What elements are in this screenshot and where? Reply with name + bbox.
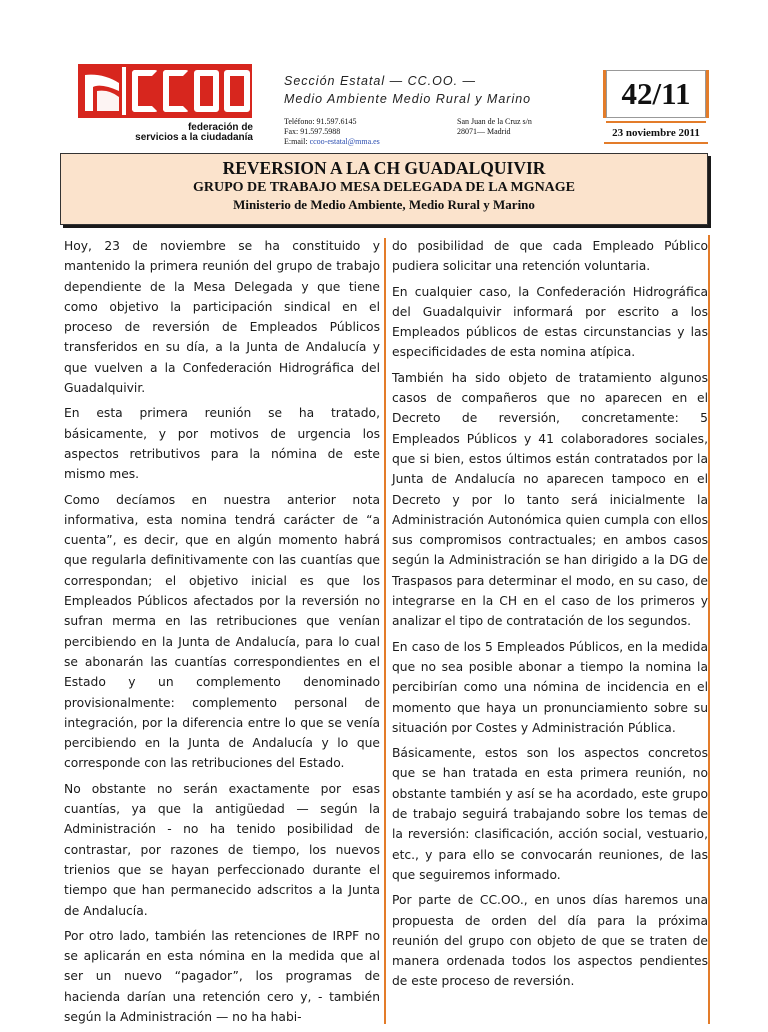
section-line1: Sección Estatal — CC.OO. —: [284, 74, 477, 88]
address-line2: 28071— Madrid: [457, 127, 511, 136]
column-divider: [384, 238, 386, 1024]
logo-letters: [132, 70, 250, 112]
paragraph: No obstante no serán exactamente por esas cuantías, ya que la antigüedad — según la Administración - no ha tenido posibilidad de contrastar, por razones de tiempo, los nuevos trienios que se hayan perfeccionado durante el tiempo que han permanecido adscritos a la Junta de Andalucía.: [64, 781, 380, 918]
title-main: REVERSION A LA CH GUADALQUIVIR: [222, 158, 546, 178]
title-banner: [60, 153, 708, 225]
fax: Fax: 91.597.5988: [284, 127, 341, 136]
title-ministry: Ministerio de Medio Ambiente, Medio Rural y Marino: [233, 197, 535, 212]
section-line2: Medio Ambiente Medio Rural y Marino: [284, 92, 532, 106]
logo-arrow-icon: [81, 67, 126, 115]
address-line1: San Juan de la Cruz s/n: [457, 117, 532, 126]
logo-sub-line2: servicios a la ciudadanía: [135, 132, 253, 143]
paragraph: En esta primera reunión se ha tratado, básicamente, y por motivos de urgencia los aspectos retributivos para la nómina de este mismo mes.: [64, 406, 380, 482]
left-column: [64, 236, 380, 1032]
paragraph: Básicamente, estos son los aspectos concretos que se han tratada en esta primera reunión, no obstante también y así se ha acordado, este grupo de trabajo seguirá trabajando sobre los temas de la reversión: clasificación, acción social, vestuario, etc., y para ello se convocarán reuniones, de las que seguiremos informado.: [392, 746, 708, 882]
paragraph: Hoy, 23 de noviembre se ha constituido y mantenido la primera reunión del grupo de trabajo dependiente de la Mesa Delegada y que tiene como objetivo la participación sindical en el proceso de reversión de Empleados Públicos transferidos en su día, a la Junta de Andalucía y que vuelven a la Confederación Hidrográfica del Guadalquivir.: [64, 239, 380, 396]
paragraph: Por otro lado, también las retenciones de IRPF no se aplicarán en esta nómina en la medida que al ser un nuevo “pagador”, los programas de hacienda darían una retención cero y, - también según la Administración — no ha habi-: [64, 928, 380, 1024]
contact-phones: [284, 117, 380, 147]
section-heading: [284, 72, 531, 108]
paragraph: En caso de los 5 Empleados Públicos, en la medida que no sea posible abonar a tiempo la nomina la percibirían como una nómina de incidencia en el momento que haya un pronunciamiento sobre su situación por Costes y Administración Pública.: [392, 639, 708, 735]
logo-subtitle: [135, 123, 253, 143]
bulletin-date: 23 noviembre 2011: [604, 125, 708, 144]
paragraph: Por parte de CC.OO., en unos días haremos una propuesta de orden del día para la próxima reunión del grupo con objeto de que se traten de manera ordenada todos los aspectos pendientes de este proceso de reversión.: [392, 893, 708, 989]
right-border: [708, 235, 710, 1024]
email-label: E:mail:: [284, 137, 310, 146]
email-line: [284, 137, 380, 147]
number-underline: [606, 121, 706, 123]
ccoo-logo: [78, 64, 253, 144]
telefono: Teléfono: 91.597.6145: [284, 117, 357, 126]
paragraph: También ha sido objeto de tratamiento algunos casos de compañeros que no aparecen en el Decreto de reversión, concretamente: 5 Empleados Públicos y 41 colaboradores sociales, que si bien, estos últimos están contratados por la Junta de Andalucía no aparecen tampoco en el Decreto y por lo tanto será inicialmente la Administración Autonómica quien cumpla con ellos sus compromisos contractuales; en ambos casos según la Administración se han dirigido a la DG de Traspasos para determinar el modo, en su caso, de integrarse en la CH en el caso de los primeros y analizar el tipo de contratación de los segundos.: [392, 370, 708, 629]
bulletin-number: 42/11: [606, 70, 706, 118]
title-sub: GRUPO DE TRABAJO MESA DELEGADA DE LA MGNAGE: [192, 180, 576, 195]
email-link[interactable]: ccoo-estatal@mma.es: [309, 137, 380, 146]
right-column: [392, 236, 708, 997]
paragraph: En cualquier caso, la Confederación Hidrográfica del Guadalquivir informará por escrito a los Empleados públicos de estas circunstancias y las especificidades de esta nomina atípica.: [392, 284, 708, 360]
paragraph: do posibilidad de que cada Empleado Público pudiera solicitar una retención voluntaria.: [392, 239, 708, 274]
paragraph: Como decíamos en nuestra anterior nota informativa, esta nomina tendrá carácter de “a cuenta”, es decir, que en algún momento habrá que regularla definitivamente con las cuantías que correspondan; el objetivo inicial es que los Empleados Públicos afectados por la reversión no sufran merma en las retribuciones que venían percibiendo en la Junta de Andalucía, para lo cual se abonarán las cuantías correspondientes en el Estado y un complemento denominado provisionalmente: complemento personal de integración, por la diferencia entre lo que se venía percibiendo en la Junta de Andalucía y lo que corresponde con las retribuciones del Estado.: [64, 492, 380, 771]
contact-address: [457, 117, 532, 137]
logo-sub-line1: federación de: [187, 122, 253, 133]
